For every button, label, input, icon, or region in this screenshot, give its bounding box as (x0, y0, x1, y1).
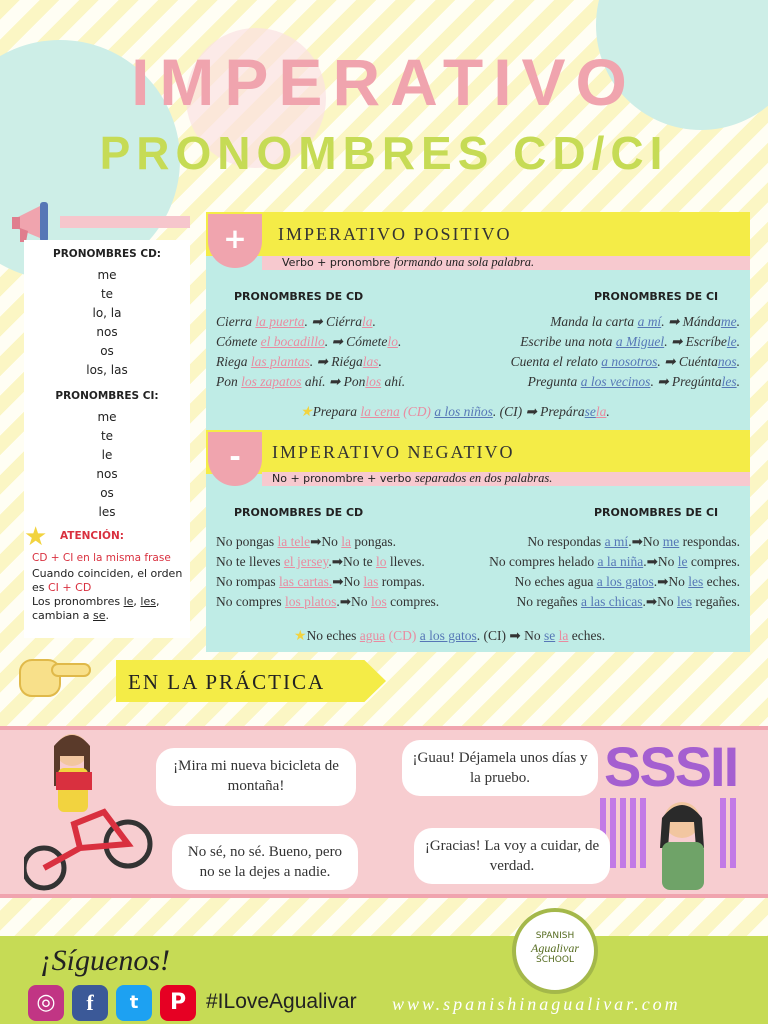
example-part: las (363, 574, 379, 589)
ci-heading: PRONOMBRES CI: (55, 390, 159, 402)
practice-label: EN LA PRÁCTICA (128, 670, 326, 694)
speech-bubble-3: ¡Guau! Déjamela unos días y la pruebo. (402, 740, 598, 796)
example-part: a las chicas (580, 594, 643, 609)
example-row (216, 594, 439, 610)
example-part: rompas. (378, 574, 425, 589)
pinterest-icon[interactable]: P (160, 985, 196, 1021)
example-row (517, 594, 741, 610)
example-part: No regañes (516, 594, 581, 609)
example-part: les (677, 594, 693, 609)
negative-formula (272, 471, 552, 486)
example-part: . (736, 374, 740, 389)
minus-icon: - (208, 432, 262, 486)
positive-combo (300, 404, 610, 421)
attention-title: ATENCIÓN: (60, 530, 124, 542)
example-part: .➡No (643, 554, 678, 569)
logo-text: SCHOOL (536, 955, 574, 965)
ci-item: te (100, 429, 114, 443)
example-part: me (720, 314, 737, 329)
example-part: .➡No (642, 594, 678, 609)
attention-body: Cuando coinciden, el orden es CI + CD Los pronombres le, les, cambian a se. (32, 567, 183, 622)
star-icon: ★ (300, 405, 313, 420)
ci-item: le (101, 448, 113, 462)
cd-item: os (100, 344, 114, 358)
combo-cd-label: (CD) (385, 628, 420, 643)
example-part: la (361, 314, 373, 329)
combo-ci-label: . (CI) ➡ Prepára (492, 404, 585, 419)
attention-order: CI + CD (48, 581, 92, 594)
example-part: nos (717, 354, 737, 369)
example-part: les (688, 574, 704, 589)
example-row (216, 574, 425, 590)
combo-cd-label: (CD) (399, 404, 435, 419)
example-row (527, 534, 740, 550)
example-part: . ➡ Escríbe (664, 334, 727, 349)
example-part: la (341, 534, 352, 549)
ci-item: os (100, 486, 114, 500)
speech-bubble-2: No sé, no sé. Bueno, pero no se la dejes a nadie. (172, 834, 358, 890)
combo-cd: la cena (360, 404, 400, 419)
example-part: Cierra (216, 314, 256, 329)
example-row (515, 574, 740, 590)
example-part: a mí (637, 314, 662, 329)
example-part: el jersey (283, 554, 329, 569)
example-part: las plantas (250, 354, 310, 369)
col-ci: PRONOMBRES DE CI (594, 506, 719, 519)
example-row (511, 354, 740, 370)
left-panel-topbar (60, 216, 190, 228)
page-title: IMPERATIVO (131, 45, 637, 119)
example-part: regañes. (692, 594, 740, 609)
example-part: ➡No (332, 574, 364, 589)
attention-se: se (93, 609, 106, 622)
ci-item: nos (96, 467, 118, 481)
example-part: Riega (216, 354, 251, 369)
example-row (216, 534, 396, 550)
example-part: a nosotros (601, 354, 658, 369)
school-logo (512, 908, 598, 994)
example-part: pongas. (351, 534, 397, 549)
website-link[interactable]: www.spanishinagualivar.com (392, 994, 681, 1014)
negative-header (206, 430, 750, 474)
speech-bubble-1: ¡Mira mi nueva bicicleta de montaña! (156, 748, 356, 806)
formula-rule: No + pronombre + verbo (272, 472, 412, 485)
example-part: . (736, 354, 740, 369)
girl-illustration (600, 798, 750, 890)
example-part: ➡No (310, 534, 342, 549)
combo-pron-cd: la (595, 404, 607, 419)
cd-heading: PRONOMBRES CD: (53, 248, 161, 260)
example-part: .➡No te (328, 554, 377, 569)
cd-item: nos (96, 325, 118, 339)
example-part: .➡No (336, 594, 371, 609)
attention-le: le (123, 595, 134, 608)
example-part: la puerta (255, 314, 305, 329)
sssii-sticker: SSSII (604, 735, 738, 798)
left-panel (24, 240, 190, 638)
cd-item: te (100, 287, 114, 301)
example-part: . ➡ Pregúnta (650, 374, 722, 389)
positive-header (206, 212, 750, 256)
combo-text: No eches (306, 628, 360, 643)
example-row (216, 334, 401, 350)
example-part: . ➡ Riéga (309, 354, 363, 369)
example-part: No pongas (216, 534, 278, 549)
example-part: les (721, 374, 737, 389)
attention-text: Cuando coinciden, el orden es (32, 567, 183, 594)
formula-rule: Verbo + pronombre (282, 256, 391, 269)
example-part: . (397, 334, 402, 349)
cd-item: los, las (86, 363, 128, 377)
negative-heading: IMPERATIVO NEGATIVO (272, 442, 515, 462)
example-part: a la niña (597, 554, 644, 569)
example-part: respondas. (679, 534, 740, 549)
ci-item: les (98, 505, 116, 519)
example-part: . ➡ Cómete (324, 334, 388, 349)
example-part: los (365, 374, 382, 389)
example-part: los zapatos (241, 374, 302, 389)
example-part: los (370, 594, 387, 609)
example-part: . (736, 334, 740, 349)
combo-ci: a los niños (434, 404, 493, 419)
twitter-icon[interactable]: t (116, 985, 152, 1021)
example-part: a los gatos (596, 574, 654, 589)
example-part: No te lleves (216, 554, 284, 569)
col-ci: PRONOMBRES DE CI (594, 290, 719, 303)
combo-text: Prepara (312, 404, 361, 419)
example-part: a Miguel (615, 334, 665, 349)
example-row (520, 334, 740, 350)
example-row (216, 554, 425, 570)
example-part: Cuenta el relato (510, 354, 602, 369)
example-part: las (362, 354, 379, 369)
attention-text: Los pronombres (32, 595, 121, 608)
example-part: No compres helado (489, 554, 598, 569)
girl-on-bike-illustration (24, 728, 156, 894)
positive-heading: IMPERATIVO POSITIVO (278, 224, 512, 244)
example-part: eches. (703, 574, 740, 589)
example-part: . (378, 354, 382, 369)
example-part: . ➡ Mánda (661, 314, 721, 329)
example-part: compres. (386, 594, 440, 609)
example-part: Escribe una nota (520, 334, 616, 349)
combo-end: eches. (568, 628, 606, 643)
example-row (550, 314, 740, 330)
star-icon: ★ (24, 522, 48, 552)
example-row (528, 374, 740, 390)
combo-pron-cd: la (558, 628, 569, 643)
example-part: Cómete (216, 334, 261, 349)
example-part: lo (387, 334, 398, 349)
col-cd: PRONOMBRES DE CD (234, 506, 364, 519)
example-part: Pregunta (527, 374, 581, 389)
formula-desc: formando una sola palabra. (393, 255, 535, 269)
combo-cd: agua (359, 628, 386, 643)
example-part: las cartas. (279, 574, 333, 589)
example-part: a los vecinos (580, 374, 651, 389)
example-part: los platos (284, 594, 337, 609)
cd-item: lo, la (92, 306, 122, 320)
speech-bubble-4: ¡Gracias! La voy a cuidar, de verdad. (414, 828, 610, 884)
combo-ci-label: . (CI) ➡ No (476, 628, 544, 643)
example-part: . ➡ Cuénta (657, 354, 718, 369)
example-part: No eches agua (514, 574, 597, 589)
example-part: la tele (277, 534, 311, 549)
attention-text: cambian a (32, 609, 90, 622)
instagram-icon[interactable]: ◎ (28, 985, 64, 1021)
example-part: .➡No (653, 574, 689, 589)
example-part: compres. (687, 554, 740, 569)
hashtag: #ILoveAgualivar (206, 990, 357, 1013)
example-part: No compres (216, 594, 285, 609)
negative-combo (294, 628, 605, 645)
example-row (489, 554, 740, 570)
example-row (216, 314, 376, 330)
follow-label: ¡Síguenos! (40, 944, 170, 977)
example-row (216, 374, 405, 390)
combo-pron-ci: se (584, 404, 596, 419)
example-part: ahí. (381, 374, 406, 389)
example-part: . (372, 314, 376, 329)
page-subtitle: PRONOMBRES CD/CI (99, 127, 669, 179)
ci-item: me (97, 410, 117, 424)
example-part: Manda la carta (550, 314, 638, 329)
example-part: me (662, 534, 680, 549)
example-part: le (677, 554, 688, 569)
attention-les: les (140, 595, 156, 608)
attention-rule: CD + CI en la misma frase (32, 552, 171, 564)
example-part: lleves. (386, 554, 425, 569)
example-part: le (726, 334, 737, 349)
example-part: el bocadillo (260, 334, 325, 349)
example-part: . (736, 314, 740, 329)
facebook-icon[interactable]: f (72, 985, 108, 1021)
combo-ci: a los gatos (419, 628, 477, 643)
positive-formula (282, 255, 534, 270)
logo-text: Agualivar (531, 941, 579, 955)
combo-end: . (606, 404, 610, 419)
example-row (216, 354, 382, 370)
logo-text: SPANISH (535, 931, 575, 941)
example-part: . ➡ Ciérra (304, 314, 362, 329)
example-part: .➡No (628, 534, 663, 549)
combo-pron-ci: se (543, 628, 556, 643)
star-icon: ★ (294, 629, 307, 644)
cd-item: me (97, 268, 117, 282)
example-part: No rompas (216, 574, 279, 589)
plus-icon: + (208, 214, 262, 268)
example-part: ahí. ➡ Pon (301, 374, 366, 389)
pointing-hand-icon (16, 650, 92, 704)
formula-desc: separados en dos palabras. (414, 471, 553, 485)
col-cd: PRONOMBRES DE CD (234, 290, 364, 303)
example-part: No respondas (527, 534, 605, 549)
example-part: a mí (604, 534, 629, 549)
example-part: Pon (216, 374, 242, 389)
example-part: lo (376, 554, 387, 569)
